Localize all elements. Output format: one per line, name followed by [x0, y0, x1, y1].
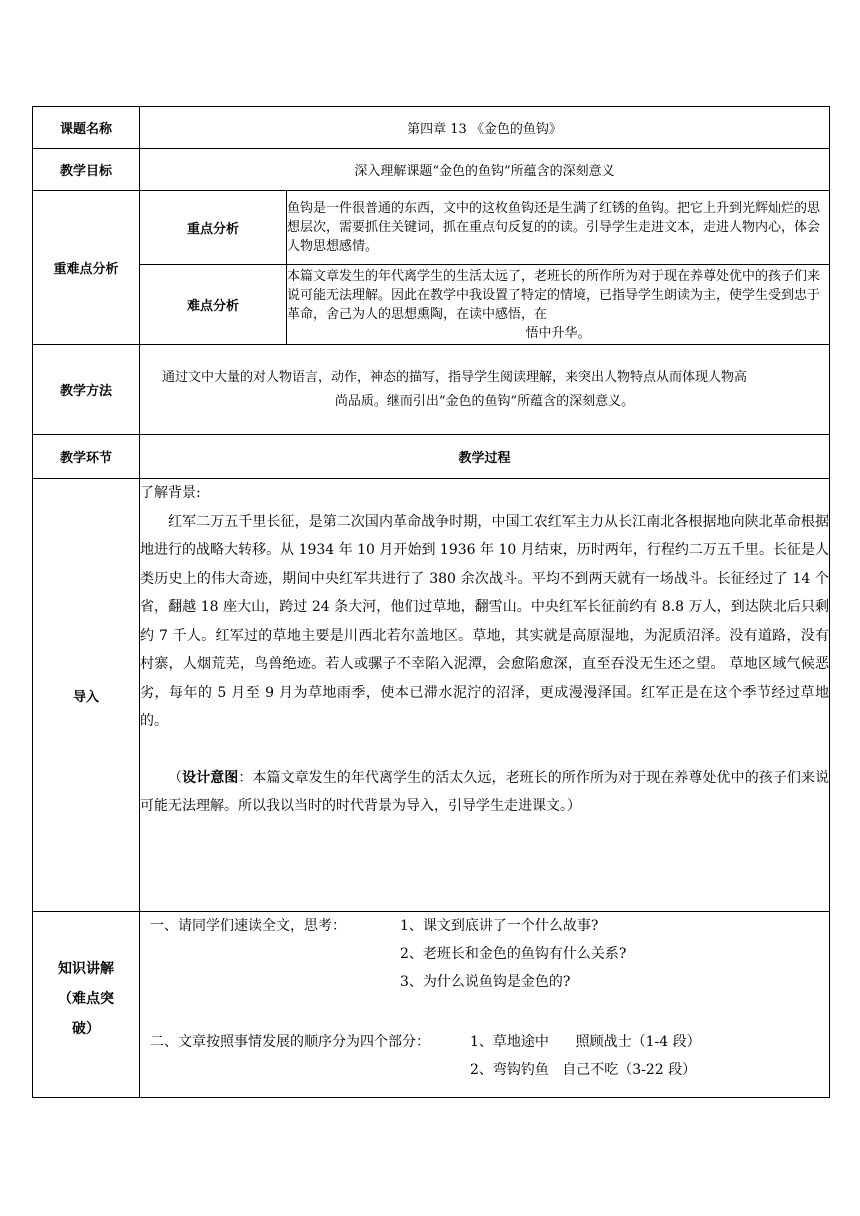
question-1-text: 1、课文到底讲了一个什么故事? [400, 918, 599, 934]
hard-analysis-cell [287, 265, 830, 345]
row-key-analysis [33, 191, 830, 265]
lesson-plan-table [32, 106, 830, 1098]
part-2: 2、弯钩钓鱼 自己不吃（3-22 段） [470, 1062, 697, 1078]
row-method [33, 345, 830, 435]
method-line-2: 尚品质。继而引出“金色的鱼钩”所蕴含的深刻意义。 [334, 393, 635, 409]
task-1-label: 一、请同学们速读全文，思考： [150, 918, 346, 934]
key-analysis-label: 重点分析 [140, 191, 287, 265]
key-analysis-value: 鱼钩是一件很普通的东西，文中的这枚鱼钩还是生满了红锈的鱼钩。把它上升到光辉灿烂的思想层次，需要抓住关键词，抓在重点句反复的的读。引导学生走进文本，走进人物内心，体会人物思想感情。 [287, 191, 830, 265]
design-intent-label: 设计意图 [182, 769, 239, 786]
row-hard-analysis [33, 265, 830, 345]
goal-value: 深入理解课题“金色的鱼钩”所蕴含的深刻意义 [140, 149, 830, 191]
knowledge-spacer [150, 996, 819, 1028]
intro-label: 导入 [33, 479, 140, 912]
row-goal [33, 149, 830, 191]
stage-label: 教学环节 [33, 435, 140, 479]
design-intent-text: ：本篇文章发生的年代离学生的活太久远，老班长的所作所为对于现在养尊处优中的孩子们来说可能无法理解。所以我以当时的时代背景为导入，引导学生走进课文。） [140, 769, 830, 814]
process-label: 教学过程 [140, 435, 830, 479]
knowledge-label-2: （难点突 [58, 991, 114, 1007]
hard-analysis-tail: 悟中升华。 [525, 325, 591, 341]
row-knowledge [33, 912, 830, 1098]
hard-analysis-value: 本篇文章发生的年代离学生的生活太远了，老班长的所作所为对于现在养尊处优中的孩子们来说可能无法理解。因此在教学中我设置了特定的情境，已指导学生朗读为主，使学生受到忠于革命，舍己为人的思想熏陶，在读中感悟，在 [287, 268, 821, 322]
analysis-label: 重难点分析 [33, 191, 140, 345]
design-open: （ [168, 769, 183, 786]
intro-heading: 了解背景: [140, 485, 201, 501]
part-1-text: 1、草地途中 照顾战士（1-4 段） [470, 1034, 701, 1050]
question-2: 2、老班长和金色的鱼钩有什么关系? [400, 946, 627, 962]
method-label: 教学方法 [33, 345, 140, 435]
knowledge-label-1: 知识讲解 [58, 961, 114, 977]
question-3: 3、为什么说鱼钩是金色的? [400, 974, 571, 990]
row-stage-header [33, 435, 830, 479]
row-title [33, 107, 830, 149]
knowledge-label-3: 破） [72, 1021, 100, 1037]
hard-analysis-label: 难点分析 [140, 265, 287, 345]
design-intent [140, 764, 829, 821]
knowledge-cell [140, 912, 830, 1098]
method-line-1: 通过文中大量的对人物语言，动作，神态的描写，指导学生阅读理解，来突出人物特点从而体现人物高 [162, 369, 748, 385]
intro-body: 红军二万五千里长征，是第二次国内革命战争时期，中国工农红军主力从长江南北各根据地向陕北革命根据地进行的战略大转移。从 1934 年 10 月开始到 1936 年 10 月结束，历时两年，行程约二万五千里。长征是人类历史上的伟大奇迹，期间中央红军共进行了 380 余次战斗。平均不到两天就有一场战斗。长征经过了 14 个省，翻越 18 座大山，跨过 24 条大河，他们过草地，翻雪山。中央红军长征前约有 8.8 万人，到达陕北后只剩约 7 千人。红军过的草地主要是川西北若尔盖地区。草地，其实就是高原湿地，为泥质沼泽。没有道路，没有村寨，人烟荒芜，鸟兽绝迹。若人或骡子不幸陷入泥潭，会愈陷愈深，直至吞没无生还之望。 草地区域气候恶劣，每年的 5 月至 9 月为草地雨季，使本已滞水泥泞的沼泽，更成漫漫泽国。红军正是在这个季节经过草地的。 [140, 513, 829, 729]
intro-spacer [140, 736, 829, 764]
title-value: 第四章 13 《金色的鱼钩》 [140, 107, 830, 149]
method-cell [140, 345, 830, 435]
intro-cell [140, 479, 830, 912]
goal-label: 教学目标 [33, 149, 140, 191]
part-1 [150, 1028, 819, 1056]
title-label: 课题名称 [33, 107, 140, 149]
knowledge-label [33, 912, 140, 1098]
question-1 [150, 912, 819, 940]
row-intro [33, 479, 830, 912]
task-2-label: 二、文章按照事情发展的顺序分为四个部分： [150, 1034, 430, 1050]
